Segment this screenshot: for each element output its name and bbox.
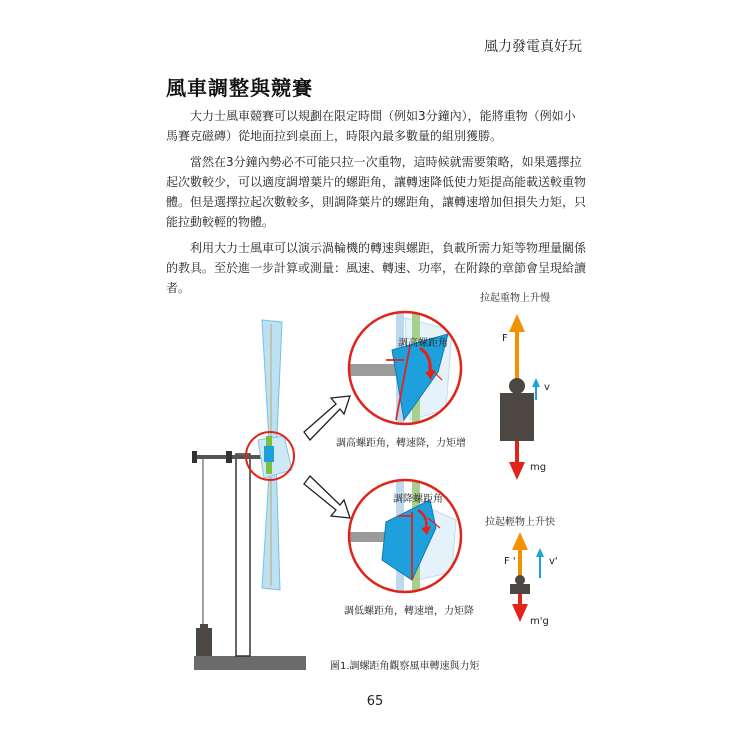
hanging-weight — [196, 628, 212, 656]
page-number: 65 — [366, 694, 384, 709]
heavy-load-pulley — [509, 378, 525, 394]
heavy-velocity-arrowhead — [532, 378, 540, 387]
paragraph-3: 利用大力士風車可以演示渦輪機的轉速與螺距，負載所需力矩等物理量關係的教具。至於進一步計算或測量：風速、轉速、功率，在附錄的章節會呈現給讀者。 — [166, 241, 587, 295]
light-velocity-label: v' — [549, 556, 558, 567]
hanging-weight-top — [200, 624, 208, 630]
axle-bearing — [226, 451, 232, 463]
base-platform — [194, 656, 306, 670]
arrow-to-bottom-zoom — [304, 476, 350, 518]
light-weight-label: m'g — [530, 616, 549, 627]
top-zoom-caption: 調高螺距角，轉速降，力矩增 — [336, 438, 466, 449]
heavy-velocity-label: v — [544, 382, 550, 393]
arrow-to-top-zoom — [304, 396, 350, 440]
light-force-label: F ' — [504, 556, 516, 567]
heavy-load-box — [500, 393, 534, 441]
light-velocity-arrowhead — [536, 548, 544, 557]
bottom-zoom-caption: 調低螺距角，轉速增，力矩降 — [344, 606, 474, 617]
light-load-title: 拉起輕物上升快 — [485, 517, 555, 528]
light-weight-arrowhead — [512, 604, 528, 622]
axle-end-cap — [192, 451, 197, 463]
bottom-zoom-label: 調降螺距角 — [393, 494, 443, 505]
book-title-header: 風力發電真好玩 — [484, 39, 582, 55]
heavy-weight-label: mg — [530, 462, 547, 473]
section-heading: 風車調整與競賽 — [166, 76, 313, 100]
hub-center-blue — [264, 446, 274, 462]
heavy-weight-arrowhead — [509, 462, 525, 480]
top-zoom-label: 調高螺距角 — [398, 338, 448, 349]
light-load-pulley — [515, 575, 525, 585]
light-force-arrowhead — [512, 532, 528, 550]
light-load-box — [510, 584, 530, 594]
stand-post — [236, 454, 250, 656]
paragraph-1: 大力士風車競賽可以規劃在限定時間（例如3分鐘內），能將重物（例如小馬賽克磁磚）從地面拉到桌面上，時限內最多數量的組別獲勝。 — [166, 109, 576, 143]
paragraph-2: 當然在3分鐘內勢必不可能只拉一次重物，這時候就需要策略，如果選擇拉起次數較少，可以適度調增葉片的螺距角，讓轉速降低使力矩提高能載送較重物體。但是選擇拉起次數較多，則調降葉片的螺距角，讓轉速增加但損失力矩，只能拉動較輕的物體。 — [166, 155, 587, 229]
figure-caption: 圖1.調螺距角觀察風車轉速與力矩 — [330, 661, 480, 672]
heavy-force-label: F — [502, 333, 508, 344]
heavy-load-title: 拉起重物上升慢 — [480, 293, 550, 304]
heavy-force-arrowhead — [509, 314, 525, 332]
